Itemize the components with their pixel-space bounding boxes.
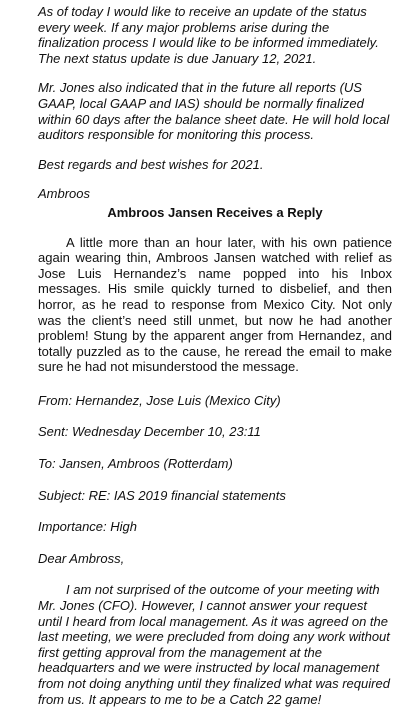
reply-greeting: Dear Ambross, <box>38 550 125 566</box>
narrative-paragraph: A little more than an hour later, with his own patience again wearing thin, Ambroos Jansen watched with relief as Jose Luis Hernandez’s name popped into his Inbox messages. His smile quickly turned to disbelief, and then horror, as he read to response from Mexico City. Not only was the client’s need still unmet, but now he had another problem! Stung by the apparent anger from Hernandez, and totally puzzled as to the cause, he reread the email to make sure he had not misunderstood the message. <box>38 234 392 375</box>
header-subject: Subject: RE: IAS 2019 financial statements <box>38 487 286 503</box>
header-importance: Importance: High <box>38 519 137 535</box>
email-paragraph-reporting-deadline: Mr. Jones also indicated that in the future all reports (US GAAP, local GAAP and IAS) should be normally finalized within 60 days after the balance sheet date. He will hold local auditors responsible for monitoring this process. <box>38 80 390 143</box>
header-sent: Sent: Wednesday December 10, 23:11 <box>38 424 261 440</box>
header-from: From: Hernandez, Jose Luis (Mexico City) <box>38 392 281 408</box>
email-paragraph-status-update: As of today I would like to receive an update of the status every week. If any major problems arise during the finalization process I would like to be informed immediately. The next status update is due January 12, 2021. <box>38 4 379 66</box>
section-title: Ambroos Jansen Receives a Reply <box>107 204 323 220</box>
header-to: To: Jansen, Ambroos (Rotterdam) <box>38 456 233 472</box>
email-signature: Ambroos <box>38 186 91 202</box>
reply-body: I am not surprised of the outcome of your meeting with Mr. Jones (CFO). However, I cannot answer your request until I heard from local management. As it was agreed on the last meeting, we were precluded from doing any work without first getting approval from the management at the headquarters and we were instructed by local management from not doing anything until they finalized what was required from us. It appears to me to be a Catch 22 game! <box>38 582 390 707</box>
email-closing: Best regards and best wishes for 2021. <box>38 156 264 172</box>
